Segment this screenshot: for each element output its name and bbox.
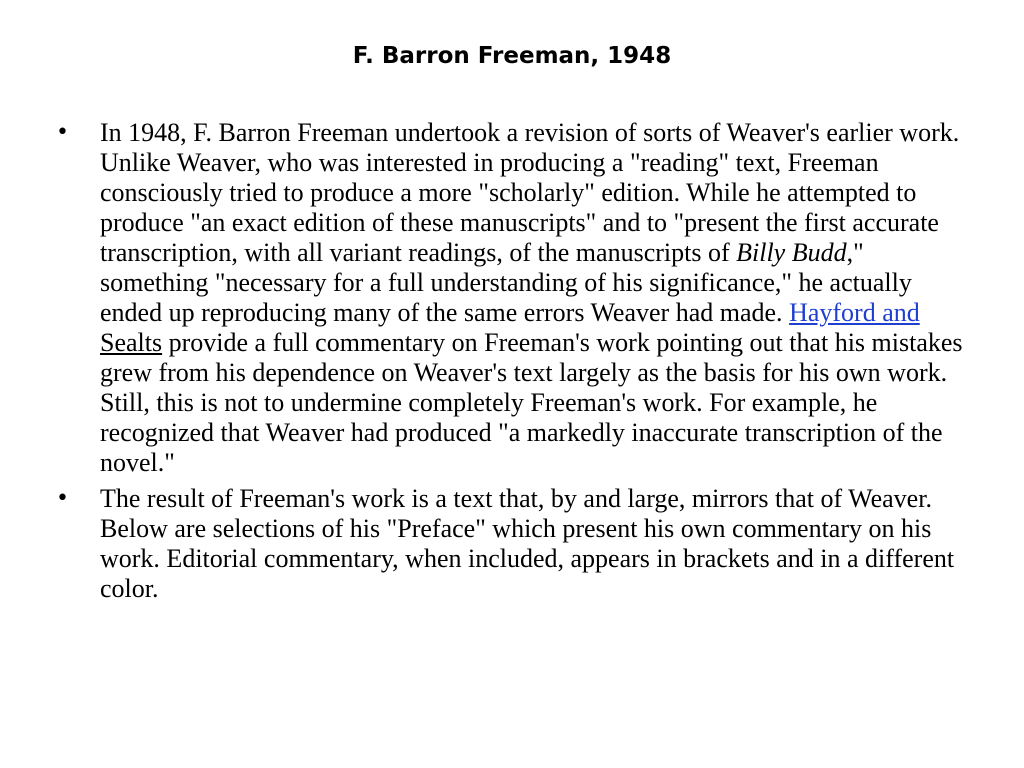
book-title-italic: Billy Budd [736, 238, 847, 267]
bullet-text-end: provide a full commentary on Freeman's work pointing out that his mistakes grew from his dependence on Weaver's text largely as the basis for his own work. Still, this is not to undermine completely Freeman's work. For example, he recognized that Weaver had produced "a markedly inaccurate transcription of the novel." [100, 328, 963, 477]
bullet-text-continued: ," something "necessary for a full understanding of his significance," he actually ended up reproducing many of the same errors Weaver had made. [100, 238, 912, 327]
bullet-text: The result of Freeman's work is a text that, by and large, mirrors that of Weaver. Below are selections of his "Preface" which present his own commentary on his work. Editorial commentary, when included, appears in brackets and in a different color. [100, 484, 955, 603]
bullet-item-2 [56, 484, 976, 604]
bullet-list [56, 118, 976, 610]
bullet-icon: • [56, 120, 69, 145]
bullet-item-1 [56, 118, 976, 478]
slide-title: F. Barron Freeman, 1948 [352, 43, 672, 69]
bullet-text: In 1948, F. Barron Freeman undertook a revision of sorts of Weaver's earlier work. Unlike Weaver, who was interested in producing a "reading" text, Freeman consciously tried to produce a more "scholarly" edition. While he attempted to produce "an exact edition of these manuscripts" and to "present the first accurate transcription, with all variant readings, of the manuscripts of [100, 118, 960, 267]
bullet-icon: • [56, 486, 69, 511]
hayford-link[interactable]: Hayford and [789, 298, 920, 327]
sealts-link[interactable]: Sealts [100, 328, 163, 357]
